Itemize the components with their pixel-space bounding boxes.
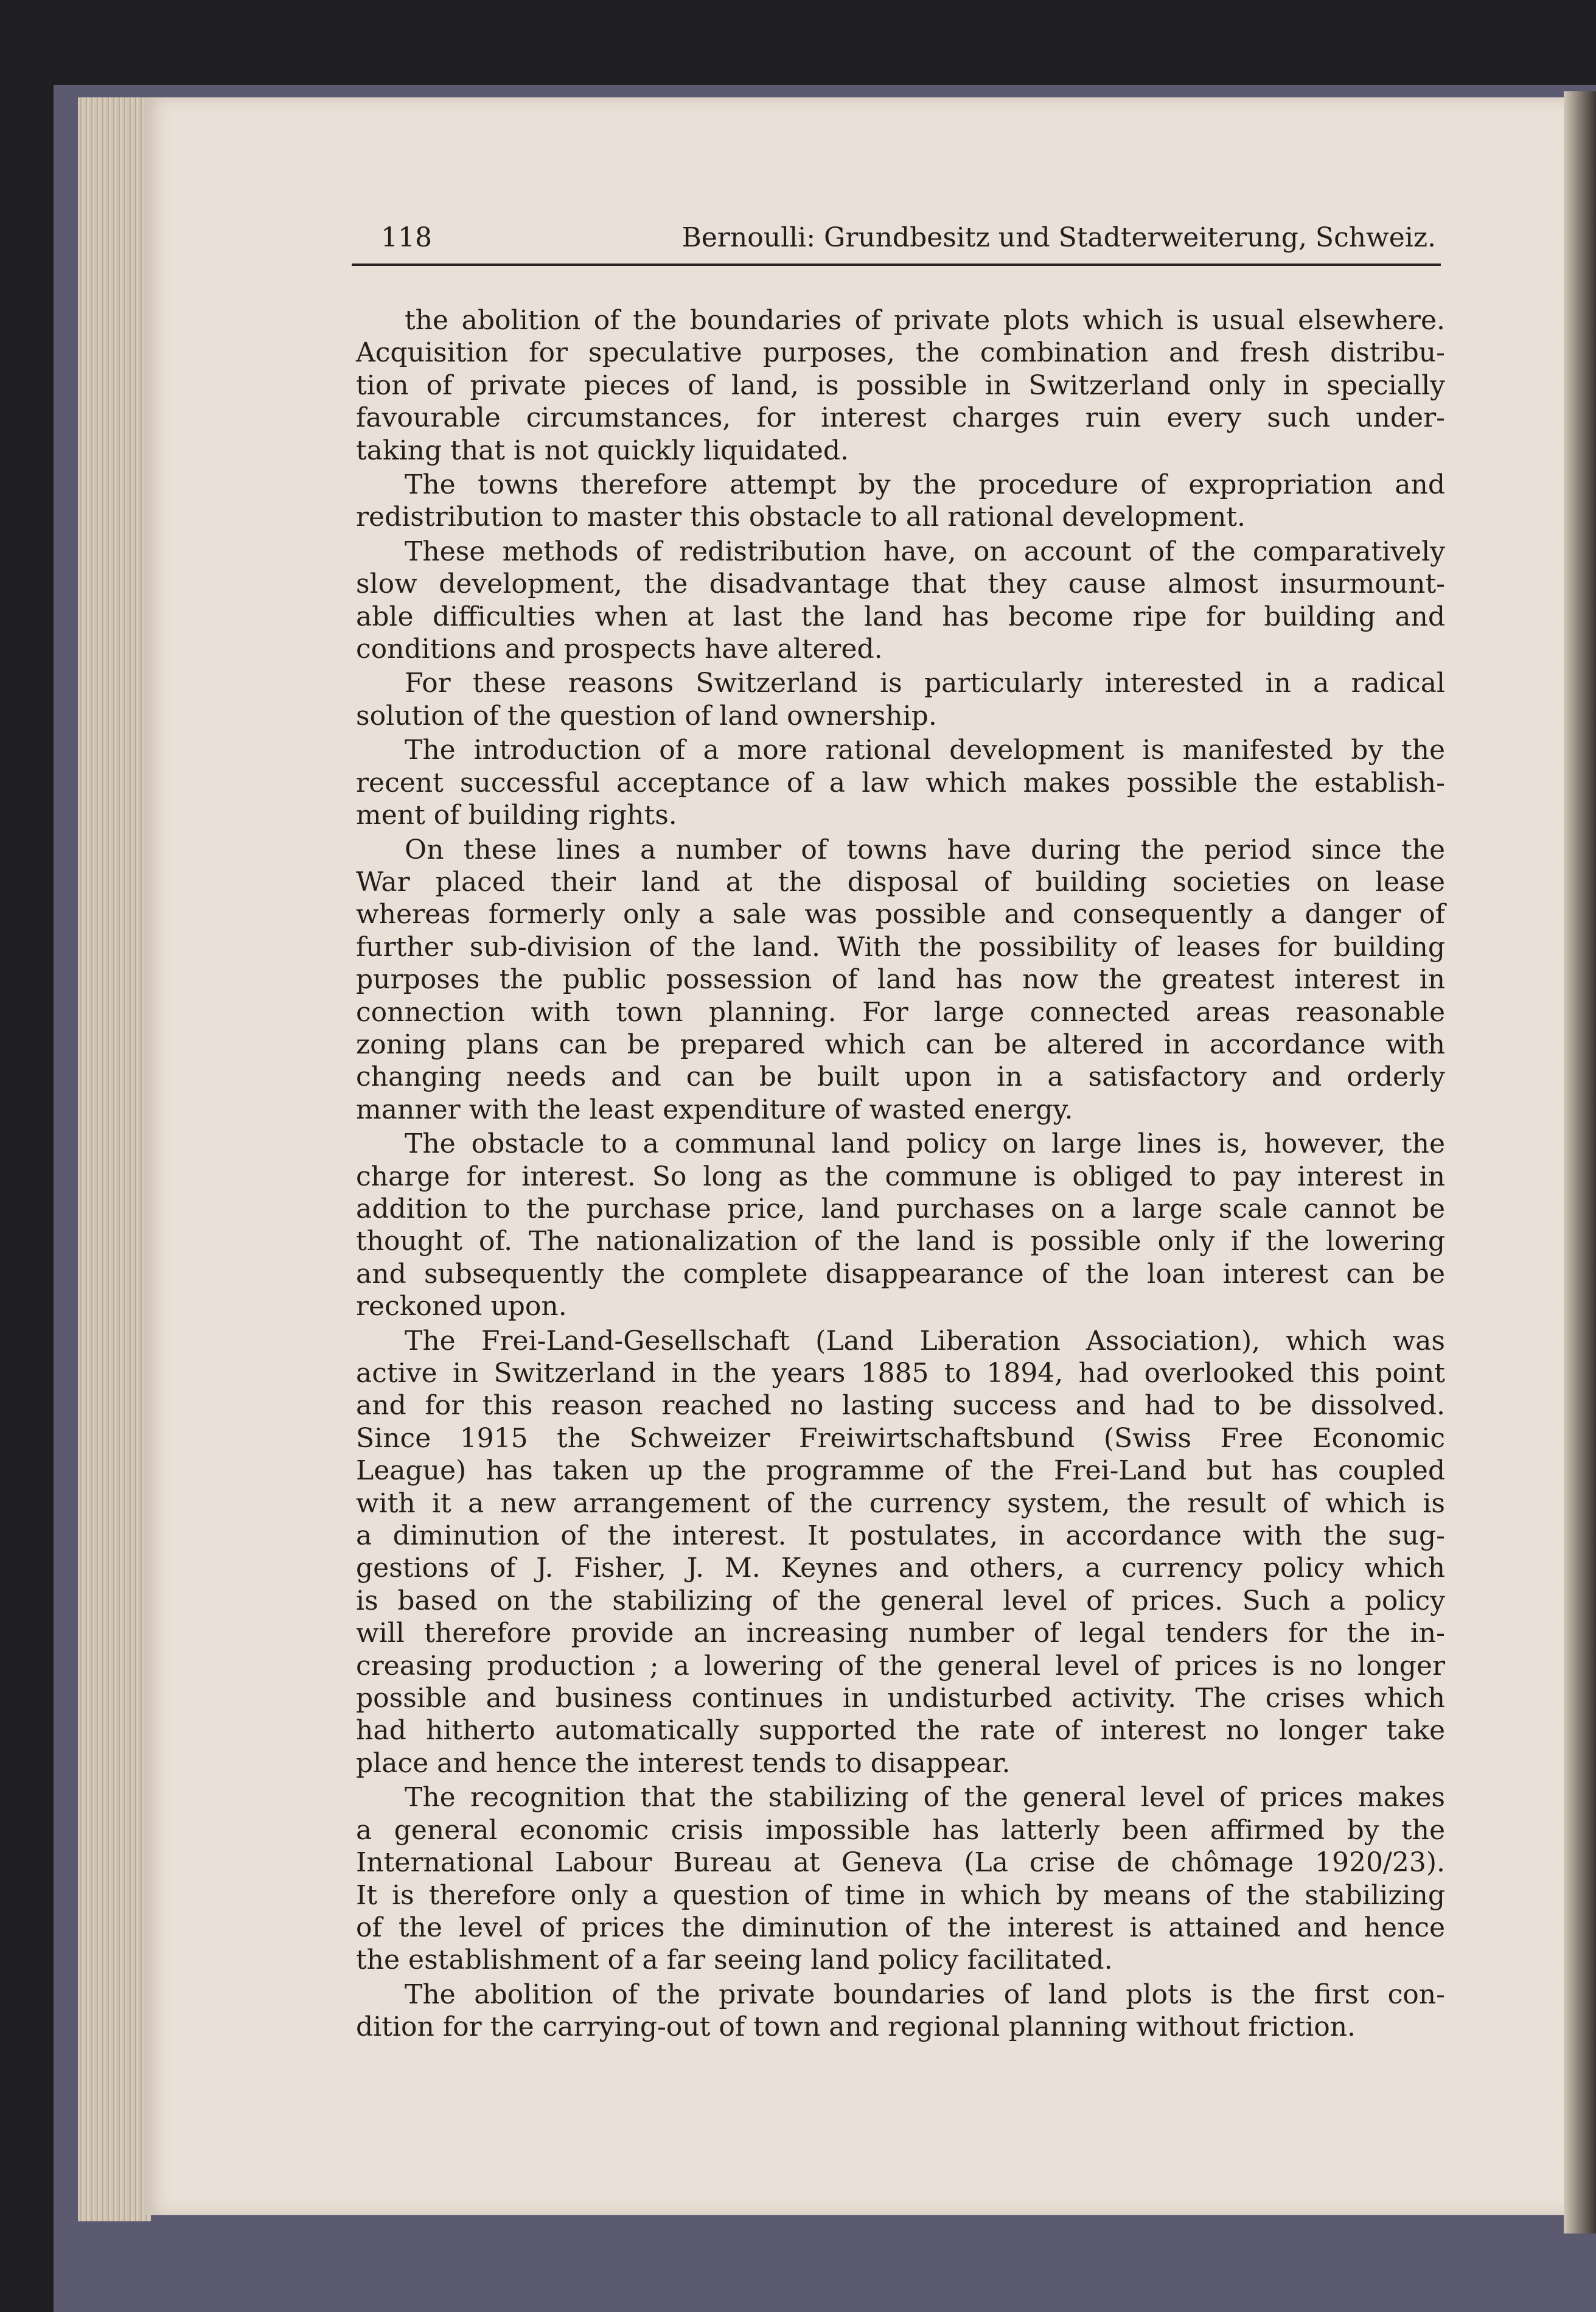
text-line: place and hence the interest tends to disappear. xyxy=(356,1747,1011,1779)
text-line: The obstacle to a communal land policy on large lines is, however, the xyxy=(405,1128,1445,1160)
text-line: a diminution of the interest. It postulates, in accordance with the sug- xyxy=(356,1520,1445,1552)
text-line: charge for interest. So long as the commune is obliged to pay interest in xyxy=(356,1161,1445,1192)
text-line: possible and business continues in undisturbed activity. The crises which xyxy=(356,1683,1445,1714)
text-line: manner with the least expenditure of wasted energy. xyxy=(356,1094,1073,1125)
page-number: 118 xyxy=(381,222,432,253)
text-line: purposes the public possession of land has now the greatest interest in xyxy=(356,964,1445,996)
text-line: War placed their land at the disposal of building societies on lease xyxy=(356,866,1445,898)
text-line: dition for the carrying-out of town and regional planning without friction. xyxy=(356,2011,1356,2043)
text-line: active in Switzerland in the years 1885 to 1894, had overlooked this point xyxy=(356,1358,1445,1389)
text-line: ment of building rights. xyxy=(356,800,677,831)
text-line: On these lines a number of towns have during the period since the xyxy=(405,834,1445,865)
text-line: and subsequently the complete disappearance of the loan interest can be xyxy=(356,1258,1445,1290)
text-line: will therefore provide an increasing number of legal tenders for the in- xyxy=(356,1618,1445,1649)
paragraph xyxy=(356,1781,1445,1976)
text-line: These methods of redistribution have, on account of the comparatively xyxy=(405,536,1445,567)
text-line: The recognition that the stabilizing of the general level of prices makes xyxy=(405,1782,1445,1814)
text-line: the abolition of the boundaries of private plots which is usual elsewhere. xyxy=(405,305,1445,336)
paragraph xyxy=(356,1128,1445,1322)
text-line: It is therefore only a question of time in which by means of the stabilizing xyxy=(356,1879,1445,1911)
text-line: For these reasons Switzerland is particularly interested in a radical xyxy=(405,668,1445,699)
text-line: The introduction of a more rational development is manifested by the xyxy=(405,735,1445,766)
text-line: conditions and prospects have altered. xyxy=(356,634,883,665)
paragraph xyxy=(356,834,1445,1126)
text-line: creasing production ; a lowering of the general level of prices is no longer xyxy=(356,1650,1445,1682)
text-line: slow development, the disadvantage that they cause almost insurmount- xyxy=(356,568,1445,600)
text-line: League) has taken up the programme of the Frei-Land but has coupled xyxy=(356,1455,1445,1487)
text-line: favourable circumstances, for interest charges ruin every such under- xyxy=(356,402,1445,434)
text-line: changing needs and can be built upon in a satisfactory and orderly xyxy=(356,1061,1445,1093)
text-line: taking that is not quickly liquidated. xyxy=(356,435,849,466)
text-line: further sub-division of the land. With the possibility of leases for building xyxy=(356,931,1445,963)
text-line: zoning plans can be prepared which can be altered in accordance with xyxy=(356,1029,1445,1060)
text-line: with it a new arrangement of the currency system, the result of which is xyxy=(356,1487,1445,1519)
text-line: Since 1915 the Schweizer Freiwirtschaftsbund (Swiss Free Economic xyxy=(356,1422,1445,1454)
text-line: recent successful acceptance of a law which makes possible the establish- xyxy=(356,767,1445,798)
paragraph xyxy=(356,1325,1445,1780)
text-line: International Labour Bureau at Geneva (La crise de chômage 1920/23). xyxy=(356,1847,1445,1879)
text-line: thought of. The nationalization of the land is possible only if the lowering xyxy=(356,1226,1445,1257)
text-line: tion of private pieces of land, is possible in Switzerland only in specially xyxy=(356,369,1445,401)
text-line: whereas formerly only a sale was possible and consequently a danger of xyxy=(356,899,1445,931)
text-line: a general economic crisis impossible has latterly been affirmed by the xyxy=(356,1814,1445,1846)
text-line: had hitherto automatically supported the rate of interest no longer take xyxy=(356,1715,1445,1747)
text-line: redistribution to master this obstacle to all rational development. xyxy=(356,501,1246,533)
text-line: addition to the purchase price, land purchases on a large scale cannot be xyxy=(356,1193,1445,1224)
paragraph xyxy=(356,536,1445,666)
text-line: The towns therefore attempt by the procedure of expropriation and xyxy=(405,469,1445,501)
text-line: able difficulties when at last the land has become ripe for building and xyxy=(356,601,1445,632)
text-line: the establishment of a far seeing land policy facilitated. xyxy=(356,1944,1113,1976)
book-gutter xyxy=(1564,91,1596,2233)
text-line: The abolition of the private boundaries of land plots is the first con- xyxy=(405,1978,1445,2010)
paragraph xyxy=(356,1978,1445,2044)
paragraph xyxy=(356,469,1445,534)
text-line: is based on the stabilizing of the general level of prices. Such a policy xyxy=(356,1585,1445,1616)
text-line: solution of the question of land ownership. xyxy=(356,700,937,732)
text-line: reckoned upon. xyxy=(356,1291,567,1322)
paragraph xyxy=(356,734,1445,831)
text-line: Acquisition for speculative purposes, the combination and fresh distribu- xyxy=(356,337,1445,369)
text-line: gestions of J. Fisher, J. M. Keynes and others, a currency policy which xyxy=(356,1552,1445,1584)
body-text xyxy=(356,304,1445,2045)
paragraph xyxy=(356,304,1445,467)
text-line: connection with town planning. For large connected areas reasonable xyxy=(356,996,1445,1028)
paragraph xyxy=(356,667,1445,732)
page-edge-stack xyxy=(78,97,151,2221)
text-line: and for this reason reached no lasting success and had to be dissolved. xyxy=(356,1390,1445,1422)
text-line: The Frei-Land-Gesellschaft (Land Liberation Association), which was xyxy=(405,1325,1445,1357)
running-header xyxy=(352,216,1441,266)
text-line: of the level of prices the diminution of the interest is attained and hence xyxy=(356,1912,1445,1943)
running-header-title: Bernoulli: Grundbesitz und Stadterweiterung, Schweiz. xyxy=(681,222,1436,253)
